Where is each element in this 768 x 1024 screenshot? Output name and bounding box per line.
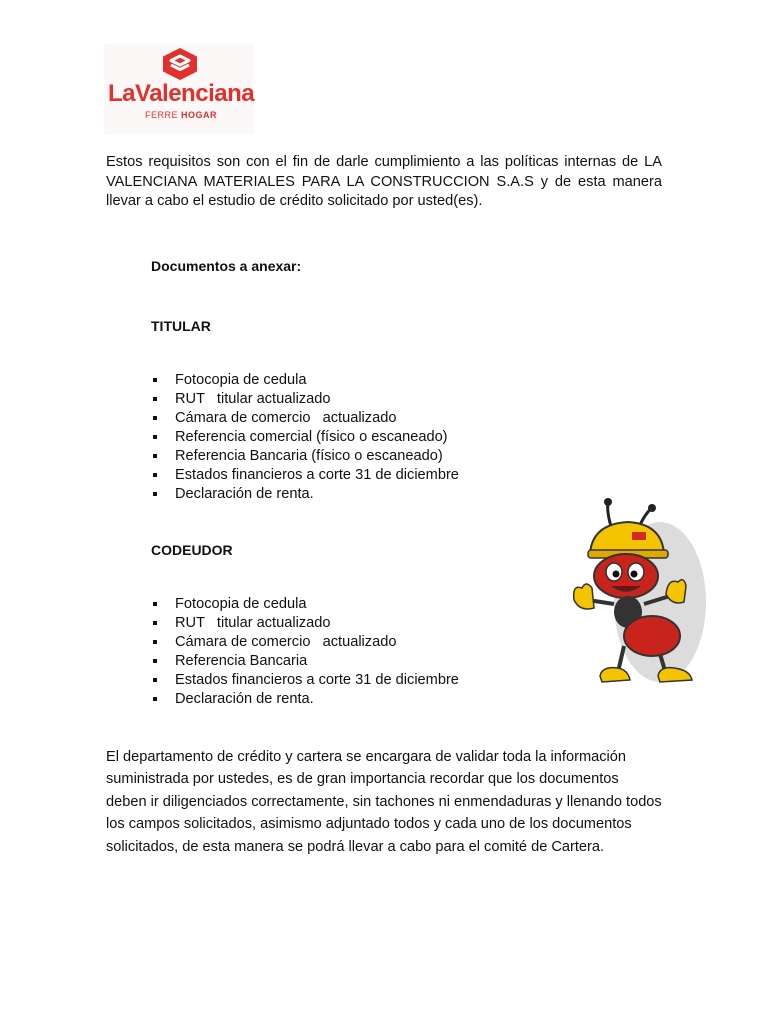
company-logo [104, 44, 254, 134]
logo-brand-text: LaValenciana [108, 80, 255, 107]
list-item: Cámara de comercio actualizado [151, 633, 459, 652]
logo-tagline-hogar: HOGAR [181, 110, 218, 120]
titular-requirements-list [151, 371, 459, 504]
logo-hexagon-icon [160, 47, 200, 81]
list-item: Referencia Bancaria [151, 652, 459, 671]
list-item: Cámara de comercio actualizado [151, 409, 459, 428]
list-item: Estados financieros a corte 31 de diciembre [151, 671, 459, 690]
list-item: Fotocopia de cedula [151, 371, 459, 390]
codeudor-requirements-list [151, 595, 459, 709]
logo-tagline [145, 110, 217, 120]
list-item: RUT titular actualizado [151, 390, 459, 409]
list-item: Fotocopia de cedula [151, 595, 459, 614]
logo-tagline-ferre: FERRE [145, 110, 179, 120]
list-item: RUT titular actualizado [151, 614, 459, 633]
documents-heading: Documentos a anexar: [151, 258, 302, 274]
titular-heading: TITULAR [151, 318, 211, 334]
codeudor-heading: CODEUDOR [151, 542, 233, 558]
list-item: Referencia comercial (físico o escaneado) [151, 428, 459, 447]
ant-mascot-icon [566, 496, 718, 694]
list-item: Referencia Bancaria (físico o escaneado) [151, 447, 459, 466]
intro-paragraph: Estos requisitos son con el fin de darle cumplimiento a las políticas internas de LA VALENCIANA MATERIALES PARA LA CONSTRUCCION S.A.S y de esta manera llevar a cabo el estudio de crédito solicitado por usted(es). [106, 154, 662, 209]
closing-paragraph: El departamento de crédito y cartera se encargara de validar toda la información suministrada por ustedes, es de gran importancia recordar que los documentos deben ir diligenciados correctamente, sin tachones ni enmendaduras y llenando todos los campos solicitados, asimismo adjuntado todos y cada uno de los documentos solicitados, de esta manera se podrá llevar a cabo para el comité de Cartera. [106, 749, 662, 855]
list-item: Estados financieros a corte 31 de diciembre [151, 466, 459, 485]
list-item: Declaración de renta. [151, 690, 459, 709]
list-item: Declaración de renta. [151, 485, 459, 504]
